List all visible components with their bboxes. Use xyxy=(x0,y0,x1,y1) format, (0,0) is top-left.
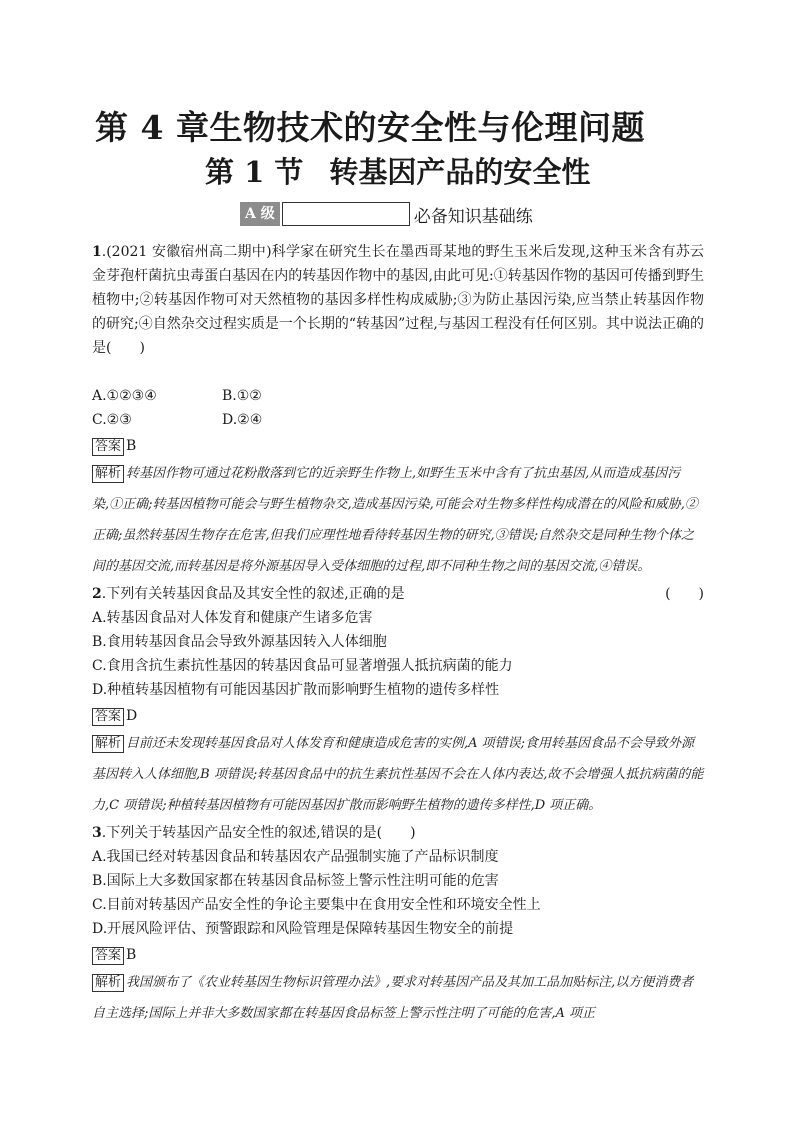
option-a: A.①②③④ xyxy=(92,388,157,404)
question-2 xyxy=(92,582,704,821)
question-list xyxy=(92,240,704,1029)
answer-value: D xyxy=(126,708,138,724)
level-badge: A 级 xyxy=(240,202,280,226)
option-c: C.目前对转基因产品安全性的争论主要集中在食用安全性和环境安全性上 xyxy=(92,897,541,913)
option-a: A.我国已经对转基因食品和转基因农产品强制实施了产品标识制度 xyxy=(92,849,499,865)
answer-bracket: ( ) xyxy=(665,586,704,602)
option-c: C.食用含抗生素抗性基因的转基因食品可显著增强人抵抗病菌的能力 xyxy=(92,658,513,674)
question-3 xyxy=(92,821,704,1029)
question-number: 1 xyxy=(92,244,102,260)
explanation-tag: 解析 xyxy=(92,735,124,753)
answer-tag: 答案 xyxy=(92,947,124,965)
explanation-text: 转基因作物可通过花粉散落到它的近亲野生作物上,如野生玉米中含有了抗虫基因,从而造成基因污染,①正确;转基因植物可能会与野生植物杂交,造成基因污染,可能会对生物多样性构成潜在的风险和威胁,②正确;虽然转基因生物存在危害,但我们应理性地看待转基因生物的研究,③错误;自然杂交是同种生物个体之间的基因交流,而转基因是将外源基因导入受体细胞的过程,即不同种生物之间的基因交流,④错误。 xyxy=(92,466,698,574)
chapter-title: 第 4 章生物技术的安全性与伦理问题 xyxy=(95,108,645,147)
option-b: B.国际上大多数国家都在转基因食品标签上警示性注明可能的危害 xyxy=(92,873,499,889)
question-text: 2.下列有关转基因食品及其安全性的叙述,正确的是 xyxy=(92,586,405,602)
answer-tag: 答案 xyxy=(92,708,124,726)
option-d: D.②④ xyxy=(222,412,263,428)
question-number: 2 xyxy=(92,586,102,602)
option-d: D.种植转基因植物有可能因基因扩散而影响野生植物的遗传多样性 xyxy=(92,682,500,698)
section-number: 第 1 节 xyxy=(205,155,304,189)
explanation-tag: 解析 xyxy=(92,465,124,483)
explanation-block xyxy=(92,967,704,1029)
level-name-box xyxy=(282,202,410,226)
option-b: B.食用转基因食品会导致外源基因转入人体细胞 xyxy=(92,634,387,650)
option-b: B.①② xyxy=(222,388,262,404)
option-c: C.②③ xyxy=(92,412,132,428)
section-name: 转基因产品的安全性 xyxy=(329,155,591,189)
explanation-block xyxy=(92,458,704,582)
explanation-tag: 解析 xyxy=(92,974,124,992)
question-text: 3.下列关于转基因产品安全性的叙述,错误的是( ) xyxy=(92,825,416,841)
explanation-text: 目前还未发现转基因食品对人体发育和健康造成危害的实例,A 项错误;食用转基因食品不会导致外源基因转入人体细胞,B 项错误;转基因食品中的抗生素抗性基因不会在人体内表达,故不会增强人抵抗病菌的能力,C 项错误;种植转基因植物有可能因基因扩散而影响野生植物的遗传多样性,D 项正确。 xyxy=(92,736,704,813)
question-1 xyxy=(92,240,704,582)
options xyxy=(92,384,704,432)
answer-line xyxy=(92,434,704,458)
answer-tag: 答案 xyxy=(92,438,124,456)
answer-line xyxy=(92,704,704,728)
option-d: D.开展风险评估、预警跟踪和风险管理是保障转基因生物安全的前提 xyxy=(92,921,514,937)
question-text: 1.(2021 安徽宿州高二期中)科学家在研究生长在墨西哥某地的野生玉米后发现,这种玉米含有苏云金芽孢杆菌抗虫毒蛋白基因在内的转基因作物中的基因,由此可见:①转基因作物的基因可传播到野生植物中;②转基因作物可对天然植物的基因多样性构成威胁;③为防止基因污染,应当禁止转基因作物的研究;④自然杂交过程实质是一个长期的“转基因”过程,与基因工程没有任何区别。其中说法正确的是( ) xyxy=(92,244,704,356)
explanation-text: 我国颁布了《农业转基因生物标识管理办法》,要求对转基因产品及其加工品加贴标注,以方便消费者自主选择;国际上并非大多数国家都在转基因食品标签上警示性注明了可能的危害,A 项正 xyxy=(92,975,694,1021)
answer-value: B xyxy=(126,438,137,454)
section-title xyxy=(205,150,590,191)
level-header xyxy=(240,200,533,228)
explanation-block xyxy=(92,728,704,821)
level-label: 必备知识基础练 xyxy=(413,206,533,227)
question-number: 3 xyxy=(92,825,102,841)
answer-value: B xyxy=(126,947,137,963)
answer-line xyxy=(92,943,704,967)
option-a: A.转基因食品对人体发育和健康产生诸多危害 xyxy=(92,610,373,626)
